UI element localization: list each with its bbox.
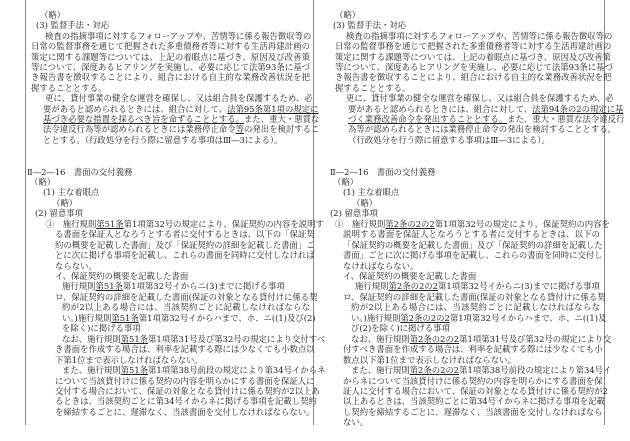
- right-text-line: [351, 333, 612, 345]
- right-text-line: [335, 10, 360, 21]
- text-segment: 以上あるときは、当該契約ごとに第34号イからネに掲げる事項を記載: [343, 396, 605, 407]
- text-segment: ない。: [343, 417, 369, 428]
- right-text-line: [348, 135, 550, 146]
- right-text-line: [343, 344, 603, 355]
- text-segment: ① 施行規則: [46, 218, 97, 229]
- right-text-line: [343, 271, 476, 282]
- text-segment: ロ、保証契約の詳細を記載した書面(保証の対象となる貸付けに係る契: [55, 291, 318, 302]
- text-segment: Ⅱ―2―16 書面の交付義務: [27, 166, 133, 177]
- amended-text-underlined: づく業務改善命令を発出することとする。: [348, 114, 508, 124]
- text-segment: 書面」ごとに次に掲げる事項を記載し、これらの書面を同時に交付し: [343, 250, 603, 261]
- right-text-line: [343, 250, 603, 261]
- text-segment: 要があると認められるときには、組合に対して、: [43, 103, 228, 114]
- text-segment: (3) 監督手法・対応: [333, 20, 407, 31]
- text-segment: （行政処分を行う際に留意する事項はⅢ―3による）。: [348, 134, 550, 145]
- right-text-line: [343, 375, 603, 387]
- right-text-line: [351, 302, 600, 313]
- amended-text-underlined: 第51条: [95, 281, 123, 292]
- text-segment: い。)施行規則: [351, 312, 401, 323]
- text-segment: (1) 主な着眼点: [343, 187, 400, 198]
- right-text-line: [335, 72, 612, 83]
- text-segment: イ、保証契約の概要を記載した書面: [55, 271, 189, 281]
- text-segment: (2) 留意事項: [35, 208, 84, 219]
- text-segment: 等について、深度あるヒアリングを実施し、必要に応じて法第93条に基づ: [335, 62, 613, 72]
- right-text-line: [343, 385, 608, 397]
- text-segment: ならない。: [55, 260, 97, 271]
- text-segment: （略）: [333, 176, 359, 187]
- text-segment: き書面を作成する場合は、利率を記載する際には少なくても小数点以: [55, 344, 315, 355]
- text-segment: なお、施行規則: [351, 333, 410, 344]
- amended-text-underlined: 第2条の2の2: [409, 365, 460, 376]
- text-segment: 約が2以上ある場合には、当該契約ごとに記載しなければならな: [351, 302, 600, 313]
- text-segment: るときは、当該契約ごとに第34号イからネに掲げる事項を記載し契約: [55, 396, 317, 407]
- text-segment: 約の概要を記載した書面」及び「保証契約の詳細を記載した書面」ご: [55, 239, 315, 250]
- text-segment: Ⅱ―2―16 書面の交付義務: [330, 166, 436, 177]
- right-text-line: [343, 229, 600, 240]
- text-segment: い。)施行規則: [62, 312, 112, 323]
- text-segment: （略）: [352, 197, 378, 208]
- right-text-line: [343, 355, 516, 366]
- text-segment: の発出を検討するこ: [244, 124, 320, 135]
- right-text-line: [343, 187, 399, 198]
- text-segment: 要があると認められるときには、組合に対して、: [348, 103, 533, 114]
- right-text-line: [333, 177, 358, 188]
- text-segment: 証人に交付する場合において、保証の対象となる貸付けに係る契約が2: [343, 385, 608, 396]
- amended-text-underlined: 第2条の2の2: [385, 218, 435, 229]
- text-segment: 第1項第31号及び第32号の規定により交付すべ: [148, 333, 326, 344]
- text-segment: 第1項第38号前段の規定により第34号イ: [459, 365, 612, 376]
- amended-text-underlined: 第51条: [111, 312, 139, 323]
- text-segment: 握することとする。: [335, 82, 411, 93]
- right-text-line: [335, 218, 610, 230]
- text-segment: き報告書を徴収することにより、組合における自主的な業務改善状況を把: [31, 72, 310, 83]
- amended-text-underlined: 第51条: [120, 333, 149, 344]
- text-segment: （略）: [40, 10, 66, 20]
- right-text-line: [343, 417, 368, 428]
- text-segment: 下第1位まで表示しなければならない。: [55, 354, 203, 365]
- right-text-line: [351, 323, 450, 334]
- text-segment: また、施行規則: [62, 365, 121, 376]
- text-segment: 数点以下第1位まで表示しなければならない。: [343, 354, 516, 365]
- text-segment: について当該貸付けに係る契約の内容を明らかにする書面を保証人に: [55, 375, 315, 386]
- right-text-line: [346, 30, 613, 42]
- amended-text-underlined: 第51条: [96, 218, 124, 229]
- text-segment: 交付する場合において、保証の対象となる貸付けに係る契約が2以上あ: [55, 385, 320, 396]
- right-text-line: [348, 103, 624, 115]
- text-segment: 約が2以上ある場合には、当該契約ごとに記載しなければならな: [62, 302, 310, 313]
- text-segment: 策定に関する課題等については、上記の着眼点に基づき、原因及び改善策: [335, 51, 611, 62]
- text-segment: 「保証契約の概要を記載した書面」及び「保証契約の詳細を記載した: [343, 239, 603, 250]
- text-segment: び(2)を除く)に掲げる事項: [351, 323, 450, 334]
- right-text-line: [343, 239, 603, 251]
- text-segment: また、施行規則: [351, 365, 410, 376]
- text-segment: 検査の指摘事項に対するフォローアップや、苦情等に係る報告徴収等の: [346, 30, 613, 41]
- text-segment: (3) 監督手法・対応: [36, 20, 110, 31]
- right-text-line: [335, 51, 611, 63]
- text-segment: からネについて当該貸付けに係る契約の内容を明らかにする書面を保: [343, 375, 603, 386]
- text-segment: 更に、貸付事業の健全な運営を確保し、又は組合員を保護するため、必: [346, 93, 614, 104]
- text-segment: き報告書を徴収することにより、組合における自主的な業務改善状況を把: [335, 72, 612, 83]
- text-segment: 施行規則: [62, 281, 96, 292]
- text-segment: （略）: [335, 10, 361, 20]
- text-segment: 第1項第32号イからハまで、ホ、ニ((1)及び(2): [138, 312, 316, 323]
- right-text-line: [330, 208, 378, 219]
- text-segment: 第1項第38号前段の規定により第34号イからネ: [148, 365, 326, 376]
- text-segment: 為等が認められるときには業務停止命令の発出を検討することとする。: [348, 124, 616, 135]
- text-segment: ① 施行規則: [335, 218, 386, 229]
- text-segment: (1) 主な着眼点: [43, 187, 100, 198]
- text-segment: なければならない。: [343, 260, 419, 271]
- right-text-line: [343, 396, 605, 407]
- amended-text-underlined: 法第94条の2の規定に基: [532, 103, 624, 114]
- right-text-line: [355, 281, 600, 292]
- amended-text-underlined: 等: [235, 124, 244, 135]
- right-text-line: [346, 93, 614, 104]
- right-text-line: [343, 406, 603, 418]
- text-segment: なお、施行規則: [62, 333, 121, 344]
- right-text-line: [352, 198, 377, 209]
- text-segment: 第1項第31号及び第32号の規定により交: [459, 333, 612, 344]
- text-segment: を締結するごとに、遅滞なく、当該書面を交付しなければならない。: [55, 406, 315, 417]
- text-segment: 付すべき書面を作成する場合は、利率を記載する際には少なくても小: [343, 344, 603, 355]
- right-text-line: [330, 167, 435, 178]
- amended-text-underlined: 法第95条第1項の規定に: [227, 103, 319, 114]
- text-segment: （略）: [30, 176, 56, 187]
- right-text-line: [348, 114, 625, 125]
- text-segment: 更に、貸付事業の健全な運営を確保し、又は組合員を保護するため、必: [45, 93, 313, 104]
- text-segment: 第1項第32号イからハまで、ホ、ニ((1)及: [449, 312, 607, 323]
- text-segment: 握することとする。: [31, 82, 107, 93]
- text-segment: 日常の監督事務を通じて把握された多重債務者等に対する生活再建計画の: [335, 41, 612, 52]
- text-segment: 説明する書面を保証人となろうとする者に交付するときは、以下の: [343, 229, 600, 240]
- amended-text-underlined: 基づき必要な措置を採るべき旨を命ずることとする。: [43, 114, 244, 124]
- text-segment: ととする。（行政処分を行う際に留意する事項はⅢ―3による）。: [43, 134, 283, 145]
- amended-text-underlined: 第2条の2の2: [400, 312, 450, 323]
- right-text-line: [351, 365, 612, 376]
- text-segment: る書面を保証人となろうとする者に交付するときは、以下の「保証契: [55, 229, 315, 240]
- text-segment: 日常の監督事務を通じて把握された多重債務者等に対する生活再建計画の: [31, 41, 310, 52]
- amended-text-underlined: 第2条の2の2: [388, 281, 438, 292]
- text-segment: 等について、深度あるヒアリングを実施し、必要に応じて法第93条に基づ: [31, 62, 310, 72]
- right-text-line: [335, 83, 410, 94]
- right-text-line: [343, 261, 418, 272]
- text-segment: 策定に関する課題等については、上記の着眼点に基づき、原因及び改善策: [31, 51, 310, 62]
- right-text-line: [348, 124, 616, 135]
- text-segment: を除く)に掲げる事項: [62, 323, 141, 334]
- text-segment: し契約を締結するごとに、遅滞なく、当該書面を交付しなければなら: [343, 406, 603, 417]
- amended-text-underlined: 第51条: [120, 365, 149, 376]
- text-segment: イ、保証契約の概要を記載した書面: [343, 271, 477, 281]
- text-segment: (2) 留意事項: [330, 208, 379, 219]
- right-text-line: [335, 62, 613, 73]
- text-segment: 第1項第32号イからニ(3)までに掲げる事項: [438, 281, 600, 292]
- amended-text-underlined: 第2条の2の2: [409, 333, 460, 344]
- text-segment: とに次に掲げる事項を記載し、これらの書面を同時に交付しなければ: [55, 250, 315, 261]
- text-segment: 施行規則: [355, 281, 389, 292]
- text-segment: 検査の指摘事項に対するフォローアップや、苦情等に係る報告徴収等の: [45, 30, 312, 41]
- text-segment: （略）: [52, 197, 78, 208]
- text-segment: 第1項第32号イからニ(3)までに掲げる事項: [122, 281, 285, 292]
- text-segment: また、重大・悪質な: [244, 114, 320, 124]
- text-segment: 法令違反行為等が認められるときには業務停止命令: [43, 124, 236, 135]
- right-text-line: [343, 291, 606, 303]
- text-segment: また、重大・悪質な法令違反行: [507, 114, 625, 124]
- right-text-line: [333, 20, 406, 31]
- text-segment: ロ、保証契約の詳細を記載した書面(保証の対象となる貸付けに係る契: [343, 291, 606, 302]
- right-text-line: [335, 41, 612, 52]
- right-text-line: [351, 312, 607, 324]
- text-segment: 第1項第32号の規定により、保証契約の内容を: [434, 218, 610, 229]
- text-segment: 第1項第32号の規定により、保証契約の内容を説明す: [123, 218, 324, 229]
